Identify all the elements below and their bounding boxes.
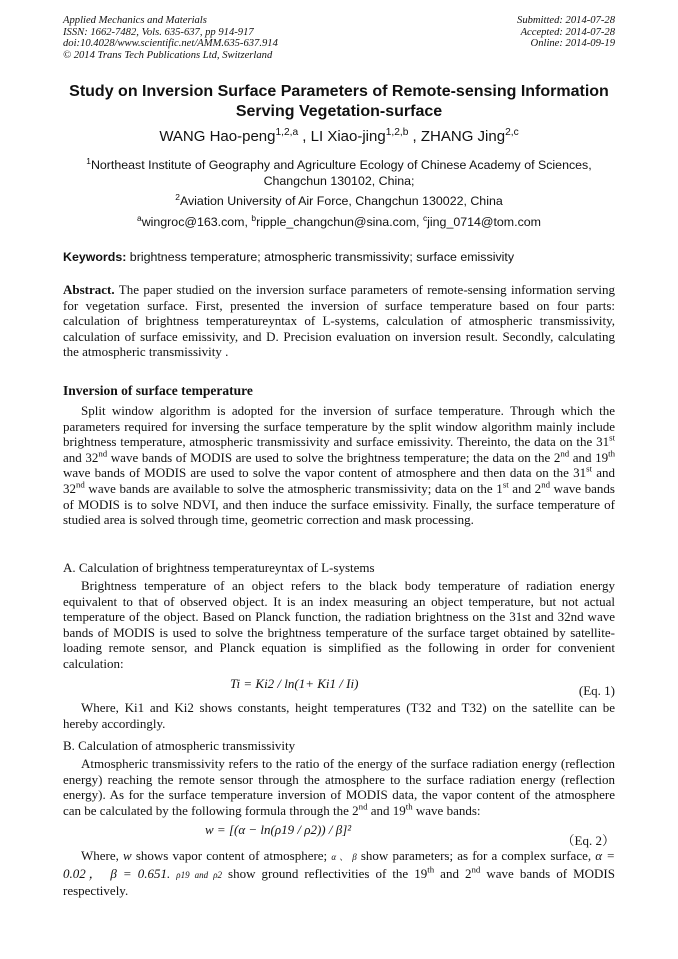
copyright-line: © 2014 Trans Tech Publications Ltd, Switzerland: [63, 49, 273, 61]
affiliation-2: [60, 193, 618, 209]
sup-text: nd: [358, 801, 368, 812]
issn-line: ISSN: 1662-7482, Vols. 635-637, pp 914-917: [63, 26, 254, 38]
title-line-2: Serving Vegetation-surface: [235, 103, 443, 120]
symbol-w: w: [123, 848, 132, 863]
email-c-sup: c: [422, 212, 428, 223]
subsection-b-paragraph: [63, 756, 615, 818]
equation-1-number: (Eq. 1): [578, 683, 615, 698]
keywords-label: Keywords:: [63, 250, 127, 264]
journal-name: Applied Mechanics and Materials: [63, 15, 207, 26]
email-a-sup: a: [137, 212, 142, 223]
equation-1: Ti = Ki2 / ln(1+ Ki1 / Ii): [230, 676, 359, 691]
abstract: [63, 282, 615, 360]
text-run: Atmospheric transmissivity refers to the ratio of the energy of the surface radiation energy (reflection energy) reaching the remote sensor through the atmosphere to the surface radiation energy (reflection energy). As for the surface temperature inversion of MODIS data, the vapor content of the atmosphere can be calculated by the following formula through the 2: [63, 756, 615, 818]
sup-text: th: [608, 448, 616, 459]
email-a[interactable]: wingroc@163.com,: [141, 215, 252, 229]
accepted-date: Accepted: 2014-07-28: [520, 26, 615, 38]
sup-text: nd: [560, 448, 570, 459]
dates-info: [517, 15, 615, 50]
online-date: Online: 2014-09-19: [530, 38, 615, 50]
sup-text: th: [427, 864, 435, 875]
text-run: Where,: [81, 848, 124, 863]
text-run: wave bands of MODIS respectively.: [63, 865, 615, 899]
email-c[interactable]: jing_0714@tom.com: [427, 215, 541, 229]
subsection-a-paragraph: Brightness temperature of an object refers to the black body temperature of radiation energy equivalent to that of observed object. It is an index measuring an object temperature, but not actual temperature of the object. Based on Planck function, the radiation brightness on the 31st and 32nd wave bands of MODIS is used to solve the brightness temperature of the surface target obtained by satellite-loading remote sensor, and Planck equation is simplified as the following in order for convenient calculation:: [63, 578, 615, 671]
sup-text: st: [586, 464, 592, 475]
text-run: and 32: [63, 465, 615, 496]
submitted-date: Submitted: 2014-07-28: [517, 15, 615, 26]
paper-title: [40, 82, 638, 122]
abstract-label: Abstract.: [63, 282, 115, 297]
text-run: and 2: [508, 480, 542, 496]
text-run: wave bands:: [412, 802, 481, 818]
keywords-text: brightness temperature; atmospheric transmissivity; surface emissivity: [126, 250, 515, 264]
text-run: wave bands of MODIS are used to solve the vapor content of atmosphere and then data on the 31: [63, 465, 587, 481]
text-run: wave bands are available to solve the atmospheric transmissivity; data on the 1: [84, 480, 503, 496]
sup-text: th: [405, 801, 413, 812]
equation-2: w = [(α − ln(ρ19 / ρ2)) / β]²: [205, 822, 352, 837]
aff1-line1: Northeast Institute of Geography and Agriculture Ecology of Chinese Academy of Sciences,: [90, 158, 592, 172]
text-run: and 19: [367, 802, 406, 818]
doi-line: doi:10.4028/www.scientific.net/AMM.635-637.914: [63, 38, 278, 50]
affiliation-1: [60, 157, 618, 189]
email-b[interactable]: ripple_changchun@sina.com,: [256, 215, 423, 229]
aff1-sup: 1: [86, 155, 91, 166]
sup-text: nd: [76, 479, 85, 490]
abstract-text: The paper studied on the inversion surface parameters of remote-sensing information serving for vegetation surface. First, presented the inversion of surface temperature based on four parts: calculation of brightness temperatureyntax of L-systems, calculation of atmospheric transmissivity, calculation of surface emissivity, and D. Precision evaluation on inversion result. Secondly, calculating the atmospheric transmissivity .: [63, 282, 615, 360]
author-list: [40, 128, 638, 145]
subsection-a-heading: A. Calculation of brightness temperatureyntax of L-systems: [63, 560, 375, 575]
subsection-b-paragraph-2: [63, 848, 615, 899]
sup-text: nd: [471, 864, 481, 875]
email-line: [60, 214, 618, 230]
text-run: and 19: [569, 449, 609, 465]
author-3-sup: 2,c: [505, 127, 519, 138]
author-2-sup: 1,2,b: [385, 127, 409, 138]
sup-text: nd: [98, 448, 108, 459]
author-3: ZHANG Jing: [420, 128, 506, 145]
keywords: [63, 250, 615, 264]
sup-text: st: [609, 432, 615, 443]
title-line-1: Study on Inversion Surface Parameters of Remote-sensing Information: [69, 83, 609, 100]
symbol-alpha-beta: α 、 β: [331, 852, 357, 862]
aff2-sup: 2: [175, 191, 180, 202]
author-sep: ,: [298, 128, 311, 145]
text-run: wave bands of MODIS is to solve NDVI, and then induce the surface emissivity. Finally, the surface temperature of studied area is solved through time, geometric correction and mask processing.: [63, 480, 615, 528]
author-1: WANG Hao-peng: [159, 128, 276, 145]
text-run: show ground reflectivities of the 19: [222, 865, 428, 881]
text-run: and 32: [63, 449, 99, 465]
author-2: LI Xiao-jing: [310, 128, 386, 145]
symbol-rho: ρ19 and ρ2: [176, 869, 223, 880]
aff2-text: Aviation University of Air Force, Changchun 130022, China: [179, 194, 503, 208]
author-sep: ,: [408, 128, 421, 145]
aff1-line2: Changchun 130102, China;: [263, 174, 415, 188]
sup-text: st: [502, 479, 509, 490]
section1-paragraph: [63, 403, 615, 528]
sup-text: nd: [541, 479, 551, 490]
section-heading: Inversion of surface temperature: [63, 383, 253, 398]
author-1-sup: 1,2,a: [275, 127, 299, 138]
journal-info: [63, 15, 278, 61]
equation-2-number: （Eq. 2）: [561, 833, 615, 848]
text-run: Split window algorithm is adopted for the inversion of surface temperature. Through which the parameters required for inversing the surface temperature by the split window algorithm mainly include brightness temperature, atmospheric transmissivity and surface emissivity. Thereinto, the data on the 31: [63, 403, 615, 450]
subsection-b-heading: B. Calculation of atmospheric transmissivity: [63, 738, 296, 753]
email-b-sup: b: [251, 212, 257, 223]
subsection-a-paragraph-2: Where, Ki1 and Ki2 shows constants, height temperatures (T32 and T32) on the satellite can be hereby accordingly.: [63, 700, 615, 731]
text-run: shows vapor content of atmosphere;: [131, 848, 332, 863]
parameter-values: α = 0.02， β = 0.651.: [63, 848, 615, 881]
text-run: wave bands of MODIS are used to solve the brightness temperature; the data on the 2: [107, 449, 561, 465]
text-run: show parameters; as for a complex surface,: [356, 848, 596, 863]
text-run: and 2: [434, 865, 472, 881]
